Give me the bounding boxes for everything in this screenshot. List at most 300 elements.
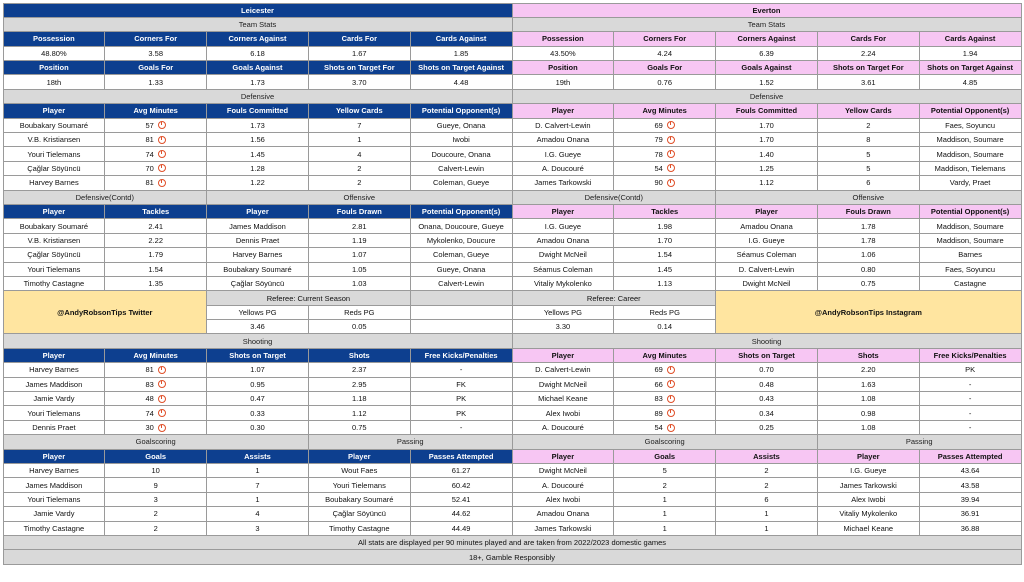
goal-player [512, 477, 615, 492]
value-goals_against-left-text: 1.73 [250, 77, 265, 87]
pass-attempted-text: 36.91 [960, 509, 980, 519]
header-off-fouls_drawn-left [308, 204, 411, 219]
value-corners_for-left-text: 3.58 [148, 48, 163, 58]
shoot-fk [410, 362, 513, 377]
tackle-player [3, 247, 106, 262]
section-offensive-left [206, 190, 512, 205]
def-player-text: Harvey Barnes [29, 178, 79, 188]
def-yellows-text: 6 [866, 178, 871, 188]
stopwatch-icon [158, 380, 166, 388]
value-sot_against-left-text: 4.48 [453, 77, 469, 87]
def-player-text: D. Calvert-Lewin [535, 120, 591, 130]
header-def-avg_minutes-left-text: Avg Minutes [133, 106, 178, 116]
pass-attempted [919, 521, 1022, 536]
goal-assists [206, 463, 309, 478]
shoot-shots-text: 2.37 [351, 365, 367, 375]
offensive-opponents [410, 262, 513, 277]
tackle-value [613, 276, 716, 291]
header-off-player-right-text: Player [755, 207, 778, 217]
tackle-player-text: I.G. Gueye [544, 221, 582, 231]
def-opponents-text: Maddison, Soumare [936, 135, 1004, 145]
header-off-tackles-right [613, 204, 716, 219]
def-fouls-text: 1.40 [759, 149, 774, 159]
pass-player-text: Alex Iwobi [851, 494, 886, 504]
pass-attempted-text: 43.58 [960, 480, 980, 490]
value-goals_against-right [715, 74, 818, 89]
header-off-potential_opponents-right-text: Potential Opponent(s) [930, 207, 1010, 217]
header-gp-goals-right [613, 449, 716, 464]
goal-goals-text: 2 [153, 509, 158, 519]
def-fouls-text: 1.45 [250, 149, 265, 159]
header-shoot-player-left [3, 348, 106, 363]
shoot-minutes-text: 69 [654, 365, 663, 375]
header-goals_against-right [715, 60, 818, 75]
referee-spacer [410, 290, 513, 305]
value-sot_against-left [410, 74, 513, 89]
header-shots_on_target_for-right [817, 60, 920, 75]
shoot-fk-text: FK [456, 379, 466, 389]
def-player-text: A. Doucouré [542, 163, 584, 173]
def-opponents [919, 118, 1022, 133]
header-gp-goals-left-text: Goals [145, 451, 167, 461]
def-opponents-text: Coleman, Gueye [432, 178, 490, 188]
header-gp-goals-left [104, 449, 207, 464]
header-off-player-right-text: Player [551, 207, 575, 217]
tackle-value [613, 247, 716, 262]
pass-player-text: Youri Tielemans [332, 480, 386, 490]
def-minutes [613, 161, 716, 176]
def-fouls [206, 175, 309, 190]
header-off-player-left [3, 204, 106, 219]
header-gp-passes_attempted-right-text: Passes Attempted [937, 451, 1003, 461]
offensive-player [206, 233, 309, 248]
def-minutes-text: 74 [145, 149, 154, 159]
pass-player-text: Wout Faes [341, 466, 378, 476]
stopwatch-icon [667, 150, 675, 158]
def-minutes-text: 90 [654, 178, 663, 188]
def-fouls [715, 161, 818, 176]
shoot-sot-text: 1.07 [250, 365, 265, 375]
header-def-yellow_cards-right [817, 103, 920, 118]
value-possession-right-text: 43.50% [550, 48, 576, 58]
section-team-stats-right [512, 17, 1022, 32]
def-yellows-text: 4 [357, 149, 362, 159]
stopwatch-icon [158, 150, 166, 158]
referee-spacer-3 [410, 319, 513, 334]
goal-assists [715, 477, 818, 492]
value-cards_for-left-text: 1.67 [351, 48, 367, 58]
team-title-left [3, 3, 513, 18]
stats-sheet [3, 3, 1021, 579]
section-goalscoring-right-text: Goalscoring [644, 437, 685, 447]
value-sot_against-right-text: 4.85 [962, 77, 978, 87]
section-goalscoring-left-text: Goalscoring [135, 437, 176, 447]
goal-goals-text: 3 [153, 494, 158, 504]
tackle-player [3, 262, 106, 277]
stopwatch-icon [667, 380, 675, 388]
def-fouls-text: 1.28 [250, 163, 265, 173]
shoot-sot-text: 0.43 [759, 394, 774, 404]
header-def-player-right [512, 103, 615, 118]
shoot-fk-text: - [968, 408, 972, 418]
shoot-shots-text: 1.12 [351, 408, 367, 418]
value-goals_for-left-text: 1.33 [148, 77, 163, 87]
def-opponents-text: Iwobi [452, 135, 470, 145]
def-yellows-text: 7 [357, 120, 362, 130]
shoot-shots-text: 0.98 [860, 408, 876, 418]
pass-player-text: Michael Keane [843, 523, 894, 533]
goal-assists-text: 7 [255, 480, 260, 490]
referee-season-yellows-label-text: Yellows PG [238, 307, 277, 317]
shoot-player [3, 405, 106, 420]
goal-assists-text: 2 [764, 480, 769, 490]
header-shoot-free_kicks-left-text: Free Kicks/Penalties [424, 351, 498, 361]
header-def-potential_opponents-left-text: Potential Opponent(s) [421, 106, 501, 116]
referee-season-yellows-label [206, 305, 309, 320]
shoot-player [3, 391, 106, 406]
shoot-fk [919, 377, 1022, 392]
value-goals_for-left [104, 74, 207, 89]
shoot-player-text: A. Doucouré [542, 423, 584, 433]
value-cards_for-right [817, 46, 920, 61]
shoot-player-text: Youri Tielemans [27, 408, 81, 418]
shoot-sot-text: 0.33 [250, 408, 265, 418]
section-shooting-left [3, 333, 513, 348]
header-off-player-left [206, 204, 309, 219]
header-shoot-shots-left-text: Shots [348, 351, 370, 361]
section-offensive-left-text: Offensive [343, 192, 376, 202]
header-corners_for-left [104, 31, 207, 46]
header-gp-assists-left [206, 449, 309, 464]
def-opponents [919, 175, 1022, 190]
goal-player [512, 492, 615, 507]
pass-player [308, 492, 411, 507]
pass-player-text: James Tarkowski [839, 480, 897, 490]
header-shoot-free_kicks-left [410, 348, 513, 363]
shoot-shots [817, 362, 920, 377]
offensive-fouls-drawn-text: 1.78 [860, 221, 876, 231]
header-cards_against-right [919, 31, 1022, 46]
shoot-shots [817, 377, 920, 392]
referee-season-reds [308, 319, 411, 334]
goal-assists [715, 506, 818, 521]
goal-assists [206, 521, 309, 536]
def-opponents-text: Doucoure, Onana [431, 149, 491, 159]
tackle-player [3, 276, 106, 291]
def-player-text: James Tarkowski [534, 178, 592, 188]
def-opponents-text: Maddison, Tielemans [934, 163, 1006, 173]
tackle-value [104, 276, 207, 291]
header-def-player-right-text: Player [551, 106, 575, 116]
header-off-tackles-left-text: Tackles [142, 207, 170, 217]
offensive-player-text: Dennis Praet [235, 235, 280, 245]
header-shoot-free_kicks-right [919, 348, 1022, 363]
pass-attempted-text: 43.64 [960, 466, 980, 476]
pass-attempted-text: 60.42 [451, 480, 471, 490]
offensive-fouls-drawn [817, 276, 920, 291]
header-position-left [3, 60, 106, 75]
header-shots_on_target_for-left-text: Shots on Target For [323, 63, 395, 73]
tackle-value-text: 1.79 [148, 250, 163, 260]
header-corners_against-left [206, 31, 309, 46]
header-goals_for-right-text: Goals For [647, 63, 683, 73]
goal-goals [613, 492, 716, 507]
pass-player [817, 463, 920, 478]
header-shoot-shots_on_target-right-text: Shots on Target [738, 351, 795, 361]
header-shoot-shots-left [308, 348, 411, 363]
def-opponents [410, 118, 513, 133]
pass-attempted-text: 44.62 [451, 509, 471, 519]
header-def-fouls_committed-right-text: Fouls Committed [735, 106, 798, 116]
team-title-right-text: Everton [752, 5, 781, 15]
shoot-player-text: James Maddison [25, 379, 83, 389]
header-goals_against-left-text: Goals Against [232, 63, 283, 73]
referee-career-reds-text: 0.14 [657, 322, 672, 332]
def-yellows [817, 146, 920, 161]
offensive-fouls-drawn-text: 1.07 [351, 250, 367, 260]
offensive-player-text: Séamus Coleman [736, 250, 797, 260]
stopwatch-icon [667, 395, 675, 403]
shoot-fk [410, 420, 513, 435]
goal-goals [613, 506, 716, 521]
header-shots_on_target_for-right-text: Shots on Target For [832, 63, 904, 73]
value-sot_for-right [817, 74, 920, 89]
goal-goals [104, 477, 207, 492]
section-passing-left-text: Passing [396, 437, 424, 447]
offensive-opponents-text: Faes, Soyuncu [945, 264, 996, 274]
header-position-right [512, 60, 615, 75]
stopwatch-icon [667, 409, 675, 417]
header-gp-player-left-text: Player [42, 451, 66, 461]
shoot-shots [817, 405, 920, 420]
shoot-fk-text: - [968, 379, 972, 389]
offensive-player [715, 247, 818, 262]
stopwatch-icon [158, 164, 166, 172]
header-goals_against-right-text: Goals Against [741, 63, 792, 73]
shoot-fk-text: - [968, 394, 972, 404]
section-passing-right [817, 434, 1022, 449]
def-player [512, 175, 615, 190]
header-corners_against-left-text: Corners Against [228, 34, 287, 44]
def-player-text: Çağlar Söyüncü [27, 163, 81, 173]
shoot-player-text: Jamie Vardy [33, 394, 75, 404]
shoot-shots-text: 2.20 [860, 365, 876, 375]
referee-career-reds [613, 319, 716, 334]
def-player [3, 175, 106, 190]
offensive-fouls-drawn [308, 233, 411, 248]
section-defensive-left-text: Defensive [240, 92, 275, 102]
shoot-fk [919, 362, 1022, 377]
header-off-fouls_drawn-right [817, 204, 920, 219]
value-sot_for-left-text: 3.70 [351, 77, 367, 87]
header-off-player-right [715, 204, 818, 219]
offensive-opponents [919, 262, 1022, 277]
shoot-sot [206, 362, 309, 377]
header-shoot-shots_on_target-left [206, 348, 309, 363]
goal-assists-text: 1 [764, 523, 769, 533]
goal-assists [206, 477, 309, 492]
value-corners_against-left-text: 6.18 [250, 48, 265, 58]
value-corners_for-right [613, 46, 716, 61]
header-corners_for-left-text: Corners For [134, 34, 178, 44]
referee-season-yellows [206, 319, 309, 334]
offensive-player [206, 276, 309, 291]
shoot-sot-text: 0.47 [250, 394, 265, 404]
def-opponents-text: Gueye, Onana [436, 120, 486, 130]
tackle-value-text: 1.54 [657, 250, 672, 260]
header-shots_on_target_against-left [410, 60, 513, 75]
section-offensive-right [715, 190, 1021, 205]
stopwatch-icon [158, 409, 166, 417]
def-yellows [308, 146, 411, 161]
footer-gamble-text: 18+, Gamble Responsibly [468, 552, 556, 562]
shoot-sot-text: 0.70 [759, 365, 774, 375]
goal-assists [715, 521, 818, 536]
pass-player [817, 506, 920, 521]
tackle-value-text: 2.22 [148, 235, 163, 245]
header-shoot-player-left-text: Player [42, 351, 66, 361]
def-yellows-text: 1 [357, 135, 362, 145]
goal-player-text: Alex Iwobi [545, 494, 580, 504]
def-fouls-text: 1.73 [250, 120, 265, 130]
value-goals_for-right [613, 74, 716, 89]
tackle-player-text: V.B. Kristiansen [27, 235, 81, 245]
referee-career-reds-label [613, 305, 716, 320]
header-corners_for-right [613, 31, 716, 46]
shoot-minutes [104, 377, 207, 392]
header-position-right-text: Position [548, 63, 578, 73]
def-minutes-text: 54 [654, 163, 663, 173]
header-gp-player-left [308, 449, 411, 464]
def-yellows-text: 2 [866, 120, 871, 130]
offensive-fouls-drawn [817, 233, 920, 248]
offensive-opponents [410, 218, 513, 233]
value-possession-left-text: 48.80% [41, 48, 67, 58]
shoot-player-text: Harvey Barnes [29, 365, 79, 375]
pass-attempted [410, 506, 513, 521]
goal-player-text: Harvey Barnes [29, 466, 79, 476]
value-goals_against-left [206, 74, 309, 89]
shoot-shots-text: 1.08 [860, 423, 876, 433]
referee-season-reds-label-text: Reds PG [344, 307, 375, 317]
shoot-player [512, 391, 615, 406]
footer-note [3, 535, 1022, 550]
goal-player-text: James Maddison [25, 480, 83, 490]
def-minutes-text: 70 [145, 163, 154, 173]
pass-attempted [919, 492, 1022, 507]
header-shoot-player-right [512, 348, 615, 363]
header-shots_on_target_against-right-text: Shots on Target Against [927, 63, 1014, 73]
header-def-fouls_committed-left [206, 103, 309, 118]
shoot-fk-text: - [459, 365, 463, 375]
header-shoot-shots_on_target-right [715, 348, 818, 363]
offensive-opponents-text: Gueye, Onana [436, 264, 486, 274]
shoot-minutes [104, 420, 207, 435]
goal-player [3, 477, 106, 492]
shoot-player-text: Alex Iwobi [545, 408, 580, 418]
offensive-fouls-drawn [308, 247, 411, 262]
stopwatch-icon [667, 136, 675, 144]
tackle-value-text: 1.70 [657, 235, 672, 245]
shoot-minutes [613, 362, 716, 377]
shoot-minutes-text: 48 [145, 394, 154, 404]
shoot-player [3, 362, 106, 377]
def-minutes-text: 78 [654, 149, 663, 159]
header-goals_against-left [206, 60, 309, 75]
offensive-fouls-drawn [817, 247, 920, 262]
offensive-player-text: Boubakary Soumaré [223, 264, 292, 274]
def-yellows [308, 132, 411, 147]
shoot-player [512, 405, 615, 420]
goal-goals [104, 463, 207, 478]
def-yellows [817, 132, 920, 147]
pass-player-text: Vitaliy Mykolenko [839, 509, 898, 519]
def-minutes-text: 57 [145, 120, 154, 130]
goal-player-text: James Tarkowski [534, 523, 592, 533]
header-possession-right-text: Possession [542, 34, 584, 44]
header-off-tackles-right-text: Tackles [651, 207, 679, 217]
header-shoot-shots-right-text: Shots [857, 351, 879, 361]
value-cards_against-right [919, 46, 1022, 61]
stopwatch-icon [667, 179, 675, 187]
header-cards_against-right-text: Cards Against [944, 34, 996, 44]
tackle-player-text: Séamus Coleman [533, 264, 593, 274]
shoot-minutes-text: 54 [654, 423, 663, 433]
goal-player [512, 506, 615, 521]
shoot-minutes-text: 30 [145, 423, 154, 433]
header-position-left-text: Position [39, 63, 69, 73]
stopwatch-icon [667, 164, 675, 172]
header-shots_on_target_against-right [919, 60, 1022, 75]
goal-assists-text: 2 [764, 466, 769, 476]
goal-assists-text: 3 [255, 523, 260, 533]
def-opponents [919, 161, 1022, 176]
referee-season-title [206, 290, 411, 305]
def-fouls-text: 1.12 [759, 178, 774, 188]
stopwatch-icon [667, 366, 675, 374]
header-shoot-avg_minutes-right-text: Avg Minutes [642, 351, 687, 361]
shoot-minutes [613, 391, 716, 406]
offensive-opponents-text: Castagne [954, 279, 987, 289]
def-fouls [206, 132, 309, 147]
tackle-value-text: 1.35 [148, 279, 163, 289]
shoot-sot-text: 0.34 [759, 408, 774, 418]
shoot-fk [919, 420, 1022, 435]
tackle-value [104, 218, 207, 233]
def-player [3, 132, 106, 147]
goal-player-text: A. Doucouré [542, 480, 584, 490]
referee-season-reds-text: 0.05 [351, 322, 367, 332]
header-def-avg_minutes-left [104, 103, 207, 118]
promo-twitter [3, 290, 208, 334]
pass-player [308, 521, 411, 536]
header-corners_against-right [715, 31, 818, 46]
goal-goals [104, 492, 207, 507]
def-minutes-text: 79 [654, 135, 663, 145]
tackle-value-text: 1.45 [657, 264, 672, 274]
shoot-shots [308, 420, 411, 435]
stopwatch-icon [667, 424, 675, 432]
header-gp-passes_attempted-right [919, 449, 1022, 464]
offensive-opponents [919, 247, 1022, 262]
shoot-shots [308, 362, 411, 377]
def-minutes [104, 132, 207, 147]
referee-career-reds-label-text: Reds PG [649, 307, 680, 317]
footer-note-text: All stats are displayed per 90 minutes played and are taken from 2022/2023 domestic games [357, 538, 667, 548]
goal-player [3, 463, 106, 478]
pass-attempted-text: 61.27 [451, 466, 471, 476]
goal-assists-text: 1 [255, 466, 260, 476]
